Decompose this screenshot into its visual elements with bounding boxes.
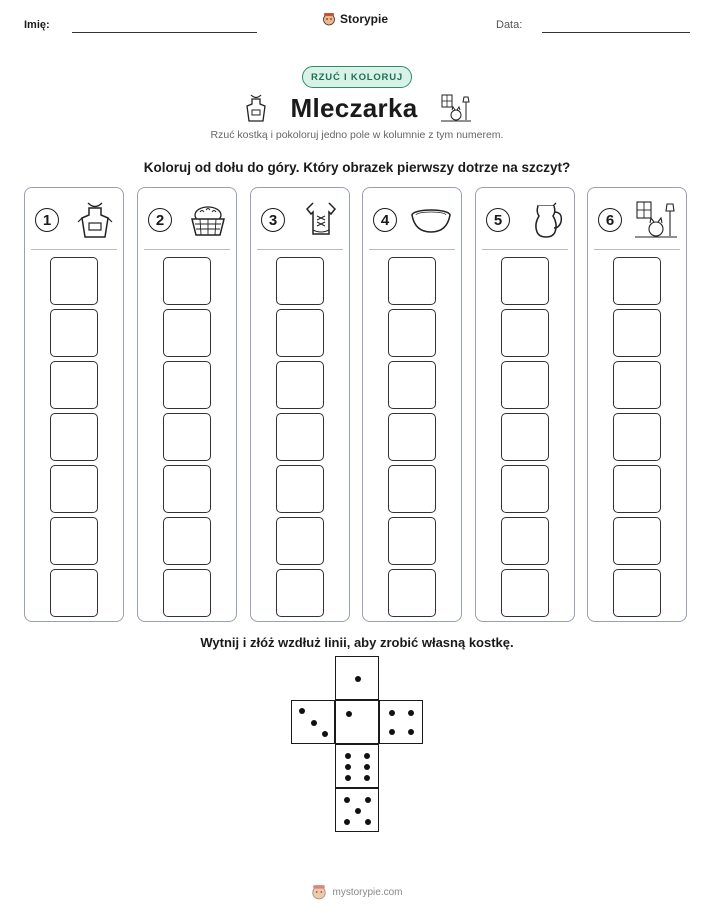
pip xyxy=(345,775,351,781)
color-cell[interactable] xyxy=(388,361,436,409)
color-cell[interactable] xyxy=(50,309,98,357)
dice-face-1 xyxy=(335,700,379,744)
color-cell[interactable] xyxy=(613,413,661,461)
color-cell[interactable] xyxy=(388,517,436,565)
color-cell[interactable] xyxy=(501,309,549,357)
color-cell[interactable] xyxy=(613,309,661,357)
activity-badge: RZUĆ I KOLORUJ xyxy=(302,66,412,88)
pip xyxy=(364,775,370,781)
color-cell[interactable] xyxy=(276,517,324,565)
color-cell[interactable] xyxy=(163,517,211,565)
color-cell[interactable] xyxy=(276,361,324,409)
pip xyxy=(408,729,414,735)
color-cell[interactable] xyxy=(501,361,549,409)
pip xyxy=(365,819,371,825)
color-cell[interactable] xyxy=(388,569,436,617)
pip xyxy=(344,797,350,803)
cut-instruction: Wytnij i złóż wzdłuż linii, aby zrobić własną kostkę. xyxy=(200,635,514,650)
color-cell[interactable] xyxy=(388,413,436,461)
page-title: Mleczarka xyxy=(290,92,418,123)
pip xyxy=(346,711,352,717)
color-cell[interactable] xyxy=(50,517,98,565)
name-line[interactable] xyxy=(72,32,257,33)
color-cell[interactable] xyxy=(276,257,324,305)
color-cell[interactable] xyxy=(163,413,211,461)
cat-room-icon xyxy=(440,93,472,123)
column-3 xyxy=(250,187,350,622)
color-cell[interactable] xyxy=(613,257,661,305)
apron-icon xyxy=(75,200,115,240)
pip xyxy=(299,708,305,714)
color-cell[interactable] xyxy=(613,569,661,617)
dice-face-3 xyxy=(291,700,335,744)
name-label: Imię: xyxy=(24,19,50,31)
column-2 xyxy=(137,187,237,622)
coloring-instruction: Koloruj od dołu do góry. Który obrazek pierwszy dotrze na szczyt? xyxy=(143,160,571,175)
color-cell[interactable] xyxy=(388,257,436,305)
bowl-icon xyxy=(409,200,453,240)
pip xyxy=(322,731,328,737)
color-cell[interactable] xyxy=(613,361,661,409)
color-cell[interactable] xyxy=(388,465,436,513)
column-5 xyxy=(475,187,575,622)
column-number: 4 xyxy=(373,208,397,232)
color-cell[interactable] xyxy=(388,309,436,357)
date-label: Data: xyxy=(496,19,523,31)
pip xyxy=(389,710,395,716)
color-cell[interactable] xyxy=(276,413,324,461)
color-cell[interactable] xyxy=(501,465,549,513)
column-1 xyxy=(24,187,124,622)
color-cell[interactable] xyxy=(501,517,549,565)
pip xyxy=(408,710,414,716)
title-row xyxy=(0,90,714,126)
color-cell[interactable] xyxy=(613,465,661,513)
color-cell[interactable] xyxy=(50,257,98,305)
color-cell[interactable] xyxy=(163,309,211,357)
color-cell[interactable] xyxy=(50,569,98,617)
bodice-icon xyxy=(301,200,341,240)
column-number: 1 xyxy=(35,208,59,232)
pip xyxy=(364,753,370,759)
pip xyxy=(345,764,351,770)
bread-basket-icon xyxy=(188,200,228,240)
color-cell[interactable] xyxy=(276,309,324,357)
pip xyxy=(355,676,361,682)
color-cell[interactable] xyxy=(501,413,549,461)
apron-icon xyxy=(243,93,269,123)
column-4 xyxy=(362,187,462,622)
color-cell[interactable] xyxy=(501,257,549,305)
color-cell[interactable] xyxy=(163,257,211,305)
storypie-mascot-icon xyxy=(311,884,327,900)
color-cell[interactable] xyxy=(163,569,211,617)
color-cell[interactable] xyxy=(50,465,98,513)
dice-face-6 xyxy=(335,744,379,788)
pip xyxy=(344,819,350,825)
color-cell[interactable] xyxy=(50,361,98,409)
column-number: 3 xyxy=(261,208,285,232)
pip xyxy=(345,753,351,759)
brand-logo xyxy=(322,12,388,26)
color-cell[interactable] xyxy=(276,465,324,513)
milk-jug-icon xyxy=(526,200,566,240)
page-subtitle: Rzuć kostką i pokoloruj jedno pole w kolumnie z tym numerem. xyxy=(210,129,504,141)
pip xyxy=(311,720,317,726)
column-number: 5 xyxy=(486,208,510,232)
pip xyxy=(355,808,361,814)
column-6 xyxy=(587,187,687,622)
dice-face-5 xyxy=(335,788,379,832)
date-line[interactable] xyxy=(542,32,690,33)
column-number: 6 xyxy=(598,208,622,232)
color-cell[interactable] xyxy=(613,517,661,565)
brand-name: Storypie xyxy=(340,12,389,26)
pip xyxy=(364,764,370,770)
column-number: 2 xyxy=(148,208,172,232)
color-cell[interactable] xyxy=(50,413,98,461)
dice-face-1 xyxy=(335,656,379,700)
footer xyxy=(0,884,714,900)
color-cell[interactable] xyxy=(163,465,211,513)
pip xyxy=(389,729,395,735)
pip xyxy=(365,797,371,803)
storypie-mascot-icon xyxy=(322,12,336,26)
color-cell[interactable] xyxy=(501,569,549,617)
color-cell[interactable] xyxy=(276,569,324,617)
footer-url[interactable]: mystorypie.com xyxy=(332,886,403,898)
cat-room-icon xyxy=(634,199,678,241)
dice-face-4 xyxy=(379,700,423,744)
color-cell[interactable] xyxy=(163,361,211,409)
